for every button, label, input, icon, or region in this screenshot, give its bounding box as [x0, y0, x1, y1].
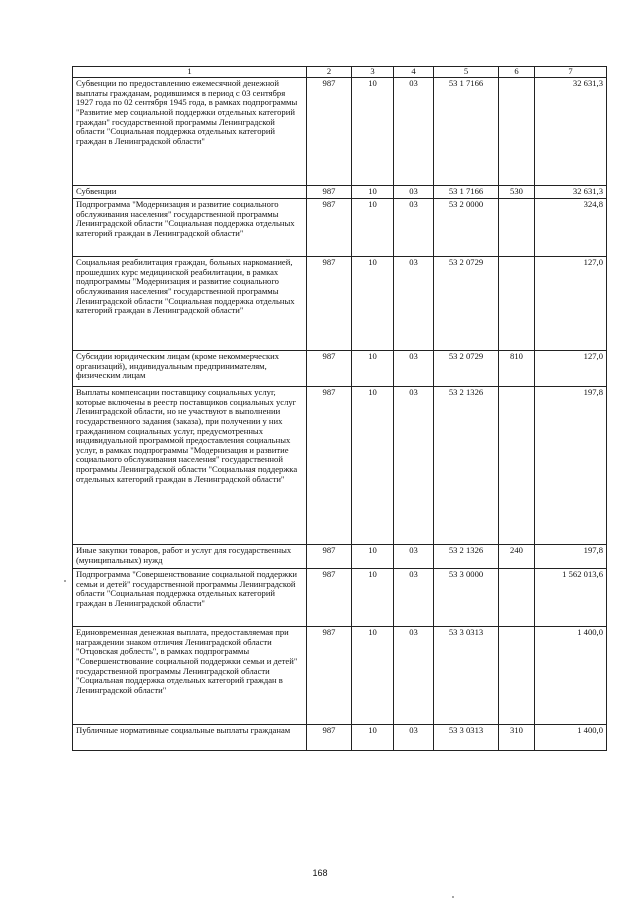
- row-section: 10: [352, 199, 394, 257]
- row-ved: 987: [307, 545, 352, 569]
- row-subsection: 03: [394, 351, 434, 387]
- row-description: Единовременная денежная выплата, предоставляемая при награждении знаком отличия Ленинградской области "Отцовская доблесть", в рамках подпрограммы "Совершенствование социальной поддержки семьи и детей" государственной программы Ленинградской области "Социальная поддержка отдельных категорий граждан в Ленинградской области": [73, 627, 307, 725]
- column-header: 5: [434, 67, 499, 78]
- row-ved: 987: [307, 78, 352, 186]
- scan-speck: [64, 580, 66, 582]
- row-amount: 32 631,3: [535, 78, 607, 186]
- table-row: [73, 78, 607, 186]
- row-expense-type: 530: [499, 186, 535, 199]
- row-expense-type: [499, 569, 535, 627]
- row-description: Публичные нормативные социальные выплаты гражданам: [73, 725, 307, 751]
- row-subsection: 03: [394, 78, 434, 186]
- row-amount: 197,8: [535, 545, 607, 569]
- row-subsection: 03: [394, 387, 434, 545]
- row-amount: 324,8: [535, 199, 607, 257]
- table-row: [73, 199, 607, 257]
- row-description: Социальная реабилитация граждан, больных наркоманией, прошедших курс медицинской реабилитации, в рамках подпрограммы "Модернизация и развитие социального обслуживания населения" государственной программы Ленинградской области "Социальная поддержка отдельных категорий граждан в Ленинградской области": [73, 257, 307, 351]
- row-expense-type: [499, 78, 535, 186]
- row-target-code: 53 2 0729: [434, 257, 499, 351]
- row-target-code: 53 1 7166: [434, 78, 499, 186]
- row-ved: 987: [307, 569, 352, 627]
- column-header: 1: [73, 67, 307, 78]
- row-target-code: 53 2 1326: [434, 387, 499, 545]
- row-expense-type: [499, 199, 535, 257]
- row-section: 10: [352, 545, 394, 569]
- row-amount: 1 400,0: [535, 627, 607, 725]
- row-section: 10: [352, 78, 394, 186]
- column-header: 3: [352, 67, 394, 78]
- row-target-code: 53 1 7166: [434, 186, 499, 199]
- budget-table: [72, 66, 607, 751]
- row-description: Субвенции по предоставлению ежемесячной денежной выплаты гражданам, родившимся в период с 03 сентября 1927 года по 02 сентября 1945 года, в рамках подпрограммы "Развитие мер социальной поддержки отдельных категорий граждан" государственной программы Ленинградской области "Социальная поддержка отдельных категорий граждан в Ленинградской области": [73, 78, 307, 186]
- row-target-code: 53 3 0000: [434, 569, 499, 627]
- row-description: Субсидии юридическим лицам (кроме некоммерческих организаций), индивидуальным предпринимателям, физическим лицам: [73, 351, 307, 387]
- scan-speck: [452, 896, 454, 898]
- row-target-code: 53 2 1326: [434, 545, 499, 569]
- table-row: [73, 725, 607, 751]
- row-amount: 1 400,0: [535, 725, 607, 751]
- row-target-code: 53 2 0729: [434, 351, 499, 387]
- table-row: [73, 186, 607, 199]
- column-header: 7: [535, 67, 607, 78]
- row-ved: 987: [307, 186, 352, 199]
- row-subsection: 03: [394, 257, 434, 351]
- table-row: [73, 257, 607, 351]
- row-description: Иные закупки товаров, работ и услуг для государственных (муниципальных) нужд: [73, 545, 307, 569]
- row-description: Субвенции: [73, 186, 307, 199]
- row-target-code: 53 2 0000: [434, 199, 499, 257]
- row-subsection: 03: [394, 545, 434, 569]
- row-section: 10: [352, 569, 394, 627]
- row-description: Подпрограмма "Совершенствование социальной поддержки семьи и детей" государственной программы Ленинградской области "Социальная поддержка отдельных категорий граждан в Ленинградской области": [73, 569, 307, 627]
- row-subsection: 03: [394, 186, 434, 199]
- row-description: Выплаты компенсации поставщику социальных услуг, которые включены в реестр поставщиков социальных услуг Ленинградской области, но не участвуют в выполнении государственного задания (заказа), при получении у них гражданином социальных услуг, предусмотренных индивидуальной программой предоставления социальных услуг, в рамках подпрограммы "Модернизация и развитие социального обслуживания населения" государственной программы Ленинградской области "Социальная поддержка отдельных категорий граждан в Ленинградской области": [73, 387, 307, 545]
- row-section: 10: [352, 186, 394, 199]
- row-expense-type: [499, 387, 535, 545]
- column-header: 2: [307, 67, 352, 78]
- row-amount: 1 562 013,6: [535, 569, 607, 627]
- column-header: 6: [499, 67, 535, 78]
- row-section: 10: [352, 387, 394, 545]
- table-row: [73, 545, 607, 569]
- table-row: [73, 351, 607, 387]
- row-target-code: 53 3 0313: [434, 725, 499, 751]
- table-row: [73, 387, 607, 545]
- row-subsection: 03: [394, 725, 434, 751]
- row-ved: 987: [307, 387, 352, 545]
- row-section: 10: [352, 725, 394, 751]
- row-section: 10: [352, 351, 394, 387]
- row-target-code: 53 3 0313: [434, 627, 499, 725]
- row-ved: 987: [307, 351, 352, 387]
- row-amount: 127,0: [535, 351, 607, 387]
- column-header: 4: [394, 67, 434, 78]
- row-subsection: 03: [394, 199, 434, 257]
- table-row: [73, 569, 607, 627]
- row-expense-type: [499, 627, 535, 725]
- table-row: [73, 627, 607, 725]
- row-ved: 987: [307, 627, 352, 725]
- row-description: Подпрограмма "Модернизация и развитие социального обслуживания населения" государственной программы Ленинградской области "Социальная поддержка отдельных категорий граждан в Ленинградской области": [73, 199, 307, 257]
- row-section: 10: [352, 627, 394, 725]
- row-expense-type: 310: [499, 725, 535, 751]
- row-amount: 197,8: [535, 387, 607, 545]
- row-amount: 127,0: [535, 257, 607, 351]
- row-ved: 987: [307, 257, 352, 351]
- row-expense-type: 240: [499, 545, 535, 569]
- row-amount: 32 631,3: [535, 186, 607, 199]
- row-section: 10: [352, 257, 394, 351]
- row-expense-type: 810: [499, 351, 535, 387]
- header-row: [73, 67, 607, 78]
- page-number: 168: [312, 868, 328, 878]
- row-subsection: 03: [394, 569, 434, 627]
- row-ved: 987: [307, 199, 352, 257]
- row-subsection: 03: [394, 627, 434, 725]
- row-expense-type: [499, 257, 535, 351]
- row-ved: 987: [307, 725, 352, 751]
